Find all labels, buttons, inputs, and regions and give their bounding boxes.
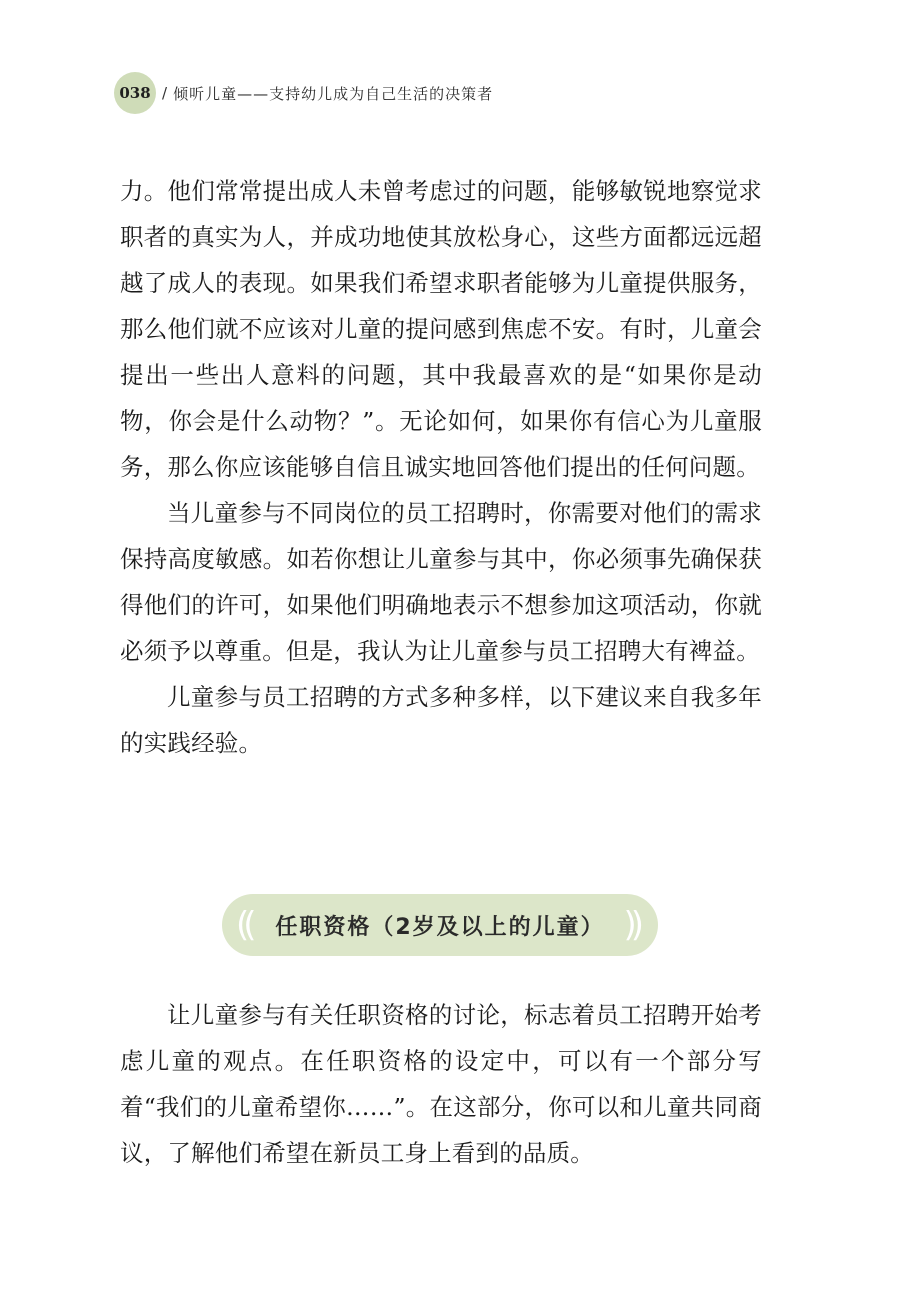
paragraph-continued: 力。他们常常提出成人未曾考虑过的问题，能够敏锐地察觉求职者的真实为人，并成功地使其放松身心，这些方面都远远超越了成人的表现。如果我们希望求职者能够为儿童提供服务，那么他们就不应该对儿童的提问感到焦虑不安。有时，儿童会提出一些出人意料的问题，其中我最喜欢的是“如果你是动物，你会是什么动物？”。无论如何，如果你有信心为儿童服务，那么你应该能够自信且诚实地回答他们提出的任何问题。 [120, 177, 762, 481]
section-title: 任职资格（2岁及以上的儿童） [275, 914, 605, 940]
section-body [120, 992, 762, 1176]
right-bracket-ornament: )) [623, 905, 638, 945]
book-title: 倾听儿童——支持幼儿成为自己生活的决策者 [173, 84, 494, 103]
body-text [120, 168, 762, 766]
paragraph: 儿童参与员工招聘的方式多种多样，以下建议来自我多年的实践经验。 [120, 683, 762, 757]
running-header [114, 72, 493, 114]
section-heading [222, 894, 658, 956]
left-bracket-ornament: (( [236, 905, 251, 945]
paragraph: 当儿童参与不同岗位的员工招聘时，你需要对他们的需求保持高度敏感。如若你想让儿童参与其中，你必须事先确保获得他们的许可，如果他们明确地表示不想参加这项活动，你就必须予以尊重。但是，我认为让儿童参与员工招聘大有裨益。 [120, 499, 762, 665]
page-number: 038 [119, 84, 151, 102]
page-number-badge [114, 72, 156, 114]
header-separator: / [162, 84, 168, 102]
paragraph: 让儿童参与有关任职资格的讨论，标志着员工招聘开始考虑儿童的观点。在任职资格的设定中，可以有一个部分写着“我们的儿童希望你……”。在这部分，你可以和儿童共同商议，了解他们希望在新员工身上看到的品质。 [120, 1001, 762, 1167]
